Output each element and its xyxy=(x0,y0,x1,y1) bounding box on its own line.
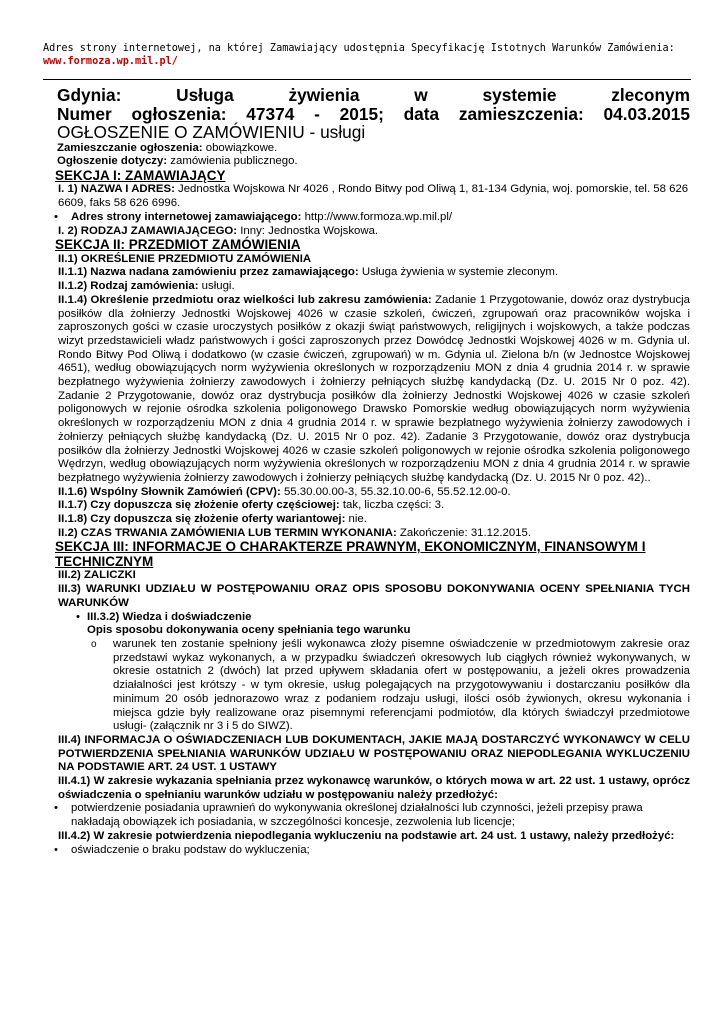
opis-heading: Opis sposobu dokonywania oceny spełniania tego warunku xyxy=(87,624,411,637)
niepodleganie-list xyxy=(57,844,690,858)
warunki-list xyxy=(57,611,690,625)
announcement-number: Numer ogłoszenia: 47374 - 2015; data zamieszczenia: 04.03.2015 xyxy=(57,103,690,124)
list-item: o warunek ten zostanie spełniony jeśli wykonawca złoży pisemne oświadczenie w przedmiotowym zakresie oraz przedstawi wykaz wykonanych, a w przypadku świadczeń okresowych lub ciągłych również wykonywanych, w okresie ostatnich 2 (dwóch) lat przed upływem składania ofert w postępowaniu, a jeżeli okres prowadzenia działalności jest krótszy - w tym okresie, usług polegających na przygotowywaniu i dostarczaniu posiłków dla minimum 20 osób jednorazowo wraz z podaniem rodzaju usługi, ilości osób żywionych, okresu wykonania i miejsca gdzie były realizowane oraz pisemnymi referencjami podmiotów, dla których świadczył przedmiotowe usługi- (załącznik nr 3 i 5 do SIWZ). xyxy=(57,638,690,734)
field-cpv: II.1.6) Wspólny Słownik Zamówień (CPV): 55.30.00.00-3, 55.32.10.00-6, 55.52.12.00-0. xyxy=(58,485,511,498)
header-note: Adres strony internetowej, na której Zamawiający udostępnia Specyfikację Istotnych Warunków Zamówienia: xyxy=(43,43,675,54)
section-1-heading: SEKCJA I: ZAMAWIAJĄCY xyxy=(55,167,226,183)
field-rodzaj: II.1.2) Rodzaj zamówienia: usługi. xyxy=(58,280,235,293)
field-zaliczki: III.2) ZALICZKI xyxy=(58,569,136,582)
field-niepodleganie: III.4.2) W zakresie potwierdzenia niepodlegania wykluczeniu na podstawie art. 24 ust. 1 ustawy, należy przedłożyć: xyxy=(58,829,675,842)
field-wykazanie: III.4.1) W zakresie wykazania spełniania przez wykonawcę warunków, o których mowa w art. 22 ust. 1 ustawy, oprócz oświadczenia o spełnianiu warunków udziału w postępowaniu należy przedłożyć: xyxy=(58,775,690,801)
list-item: • III.3.2) Wiedza i doświadczenie xyxy=(57,611,690,625)
header-divider xyxy=(43,79,691,80)
opis-list xyxy=(57,638,690,734)
section-1-list xyxy=(57,211,690,225)
field-nazwa: II.1.1) Nazwa nadana zamówieniu przez zamawiającego: Usługa żywienia w systemie zleconym. xyxy=(58,266,559,279)
header-url-link[interactable]: www.formoza.wp.mil.pl/ xyxy=(43,56,178,67)
field-warunki-udzialu: III.3) WARUNKI UDZIAŁU W POSTĘPOWANIU ORAZ OPIS SPOSOBU DOKONYWANIA OCENY SPEŁNIANIA TYCH WARUNKÓW xyxy=(58,583,690,609)
list-item: • potwierdzenie posiadania uprawnień do wykonywania określonej działalności lub czynności, jeżeli przepisy prawa nakładają obowiązek ich posiadania, w szczególności koncesje, zezwolenia lub licencje; xyxy=(57,802,690,829)
list-item: • oświadczenie o braku podstaw do wykluczenia; xyxy=(57,844,690,858)
field-oferta-czesciowa: II.1.7) Czy dopuszcza się złożenie oferty częściowej: tak, liczba części: 3. xyxy=(58,499,445,512)
field-oswiadczenia: III.4) INFORMACJA O OŚWIADCZENIACH LUB DOKUMENTACH, JAKIE MAJĄ DOSTARCZYĆ WYKONAWCY W CELU POTWIERDZENIA SPEŁNIANIA WARUNKÓW UDZIAŁU W POSTĘPOWANIU ORAZ NIEPODLEGANIA WYKLUCZENIU NA PODSTAWIE ART. 24 UST. 1 USTAWY xyxy=(58,733,690,774)
section-3-heading: SEKCJA III: INFORMACJE O CHARAKTERZE PRAWNYM, EKONOMICZNYM, FINANSOWYM I TECHNICZNYM xyxy=(55,539,646,569)
list-item: • Adres strony internetowej zamawiającego: http://www.formoza.wp.mil.pl/ xyxy=(57,211,690,225)
meta-zamieszczanie: Zamieszczanie ogłoszenia: obowiązkowe. xyxy=(57,141,278,154)
announcement-type: OGŁOSZENIE O ZAMÓWIENIU - usługi xyxy=(57,122,366,142)
field-przedmiot: II.1.4) Określenie przedmiotu oraz wielkości lub zakresu zamówienia: Zadanie 1 Przygotowanie, dowóz oraz dystrybucja posiłków dla żołnierzy Jednostki Wojskowej 4026 w czasie szkoleń, ćwiczeń, zgrupowań oraz pracowników wojska i zaproszonych gości w czasie uroczystych posiłków z okazji świąt państwowych, religijnych i wojskowych, a także podczas wizyt przedstawicieli władz państwowych i gości zaproszonych przez Dowódcę Jednostki Wojskowej 4026 w m. Gdynia ul. Rondo Bitwy Pod Oliwą i dodatkowo (w czasie ćwiczeń, zgrupowań) w m. Gdynia ul. Zielona b/n (w Jednostce Wojskowej 4651), według obowiązujących norm wyżywienia określonych w rozporządzeniu MON z dnia 4 grudnia 2014 r. w sprawie bezpłatnego wyżywienia żołnierzy zawodowych i żołnierzy pełniących służbę kandydacką (Dz. U. 2015 Nr 0 poz. 42). Zadanie 2 Przygotowanie, dowóz oraz dystrybucja posiłków dla żołnierzy Jednostki Wojskowej 4026 w czasie szkoleń poligonowych w rejonie ośrodka szkolenia poligonowego Drawsko Pomorskie według obowiązujących norm wyżywienia określonych w rozporządzeniu MON z dnia 4 grudnia 2014 r. w sprawie bezpłatnego wyżywienia żołnierzy zawodowych i żołnierzy pełniących służbę kandydacką (Dz. U. 2015 Nr 0 poz. 42). Zadanie 3 Przygotowanie, dowóz oraz dystrybucja posiłków dla żołnierzy Jednostki Wojskowej 4026 w czasie szkoleń poligonowych w rejonie ośrodka szkolenia poligonowego Wędrzyn, według obowiązujących norm wyżywienia określonych w rozporządzeniu MON z dnia 4 grudnia 2014 r. w sprawie bezpłatnego wyżywienia żołnierzy zawodowych i żołnierzy pełniących służbę kandydacką (Dz. U. 2015 Nr 0 poz. 42).. xyxy=(58,293,690,484)
announcement-body xyxy=(57,86,690,857)
meta-dotyczy: Ogłoszenie dotyczy: zamówienia publicznego. xyxy=(57,155,298,168)
section-1-type: I. 2) RODZAJ ZAMAWIAJĄCEGO: Inny: Jednostka Wojskowa. xyxy=(58,224,379,237)
section-2-heading: SEKCJA II: PRZEDMIOT ZAMÓWIENIA xyxy=(55,237,301,253)
page-header xyxy=(43,42,693,68)
field-oferta-wariantowa: II.1.8) Czy dopuszcza się złożenie oferty wariantowej: nie. xyxy=(58,513,367,526)
field-czas-trwania: II.2) CZAS TRWANIA ZAMÓWIENIA LUB TERMIN WYKONANIA: Zakończenie: 31.12.2015. xyxy=(58,526,532,539)
section-1-name-address: I. 1) NAZWA I ADRES: Jednostka Wojskowa Nr 4026 , Rondo Bitwy pod Oliwą 1, 81-134 Gdynia, woj. pomorskie, tel. 58 626 6609, faks 58 626 6996. xyxy=(58,183,689,210)
page-title: Gdynia: Usługa żywienia w systemie zleconym xyxy=(57,85,690,105)
section-2-subheading: II.1) OKREŚLENIE PRZEDMIOTU ZAMÓWIENIA xyxy=(58,252,312,265)
wykazanie-list xyxy=(57,802,690,829)
